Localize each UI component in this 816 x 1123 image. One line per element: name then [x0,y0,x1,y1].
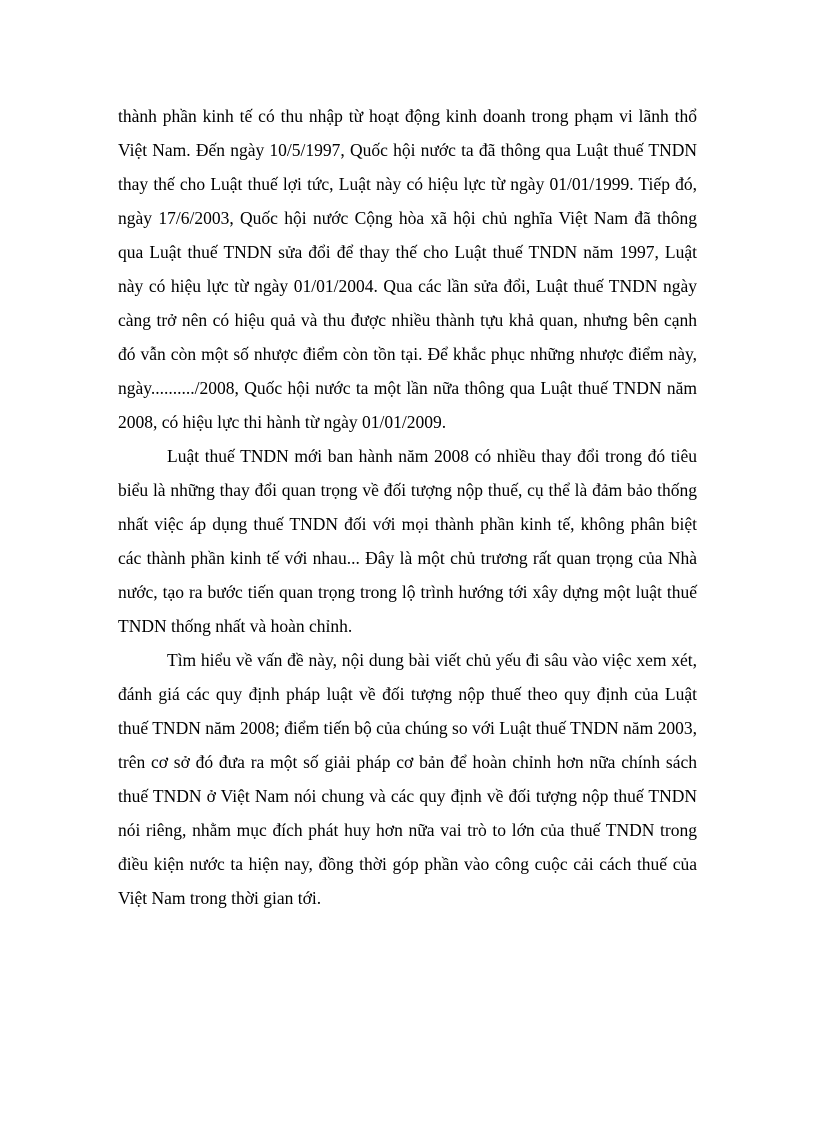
document-page [118,99,697,915]
paragraph-research-scope: Tìm hiểu về vấn đề này, nội dung bài viết chủ yếu đi sâu vào việc xem xét, đánh giá các quy định pháp luật về đối tượng nộp thuế theo quy định của Luật thuế TNDN năm 2008; điểm tiến bộ của chúng so với Luật thuế TNDN năm 2003, trên cơ sở đó đưa ra một số giải pháp cơ bản để hoàn chỉnh hơn nữa chính sách thuế TNDN ở Việt Nam nói chung và các quy định về đối tượng nộp thuế TNDN nói riêng, nhằm mục đích phát huy hơn nữa vai trò to lớn của thuế TNDN trong điều kiện nước ta hiện nay, đồng thời góp phần vào công cuộc cải cách thuế của Việt Nam trong thời gian tới. [118,650,697,908]
paragraph-law-2008-changes: Luật thuế TNDN mới ban hành năm 2008 có nhiều thay đổi trong đó tiêu biểu là những thay đổi quan trọng về đối tượng nộp thuế, cụ thể là đảm bảo thống nhất việc áp dụng thuế TNDN đối với mọi thành phần kinh tế, không phân biệt các thành phần kinh tế với nhau... Đây là một chủ trương rất quan trọng của Nhà nước, tạo ra bước tiến quan trọng trong lộ trình hướng tới xây dựng một luật thuế TNDN thống nhất và hoàn chỉnh. [118,446,697,636]
paragraph-continuation: thành phần kinh tế có thu nhập từ hoạt động kinh doanh trong phạm vi lãnh thổ Việt Nam. Đến ngày 10/5/1997, Quốc hội nước ta đã thông qua Luật thuế TNDN thay thế cho Luật thuế lợi tức, Luật này có hiệu lực từ ngày 01/01/1999. Tiếp đó, ngày 17/6/2003, Quốc hội nước Cộng hòa xã hội chủ nghĩa Việt Nam đã thông qua Luật thuế TNDN sửa đổi để thay thế cho Luật thuế TNDN năm 1997, Luật này có hiệu lực từ ngày 01/01/2004. Qua các lần sửa đổi, Luật thuế TNDN ngày càng trở nên có hiệu quả và thu được nhiều thành tựu khả quan, nhưng bên cạnh đó vẫn còn một số nhược điểm còn tồn tại. Để khắc phục những nhược điểm này, ngày........../2008, Quốc hội nước ta một lần nữa thông qua Luật thuế TNDN năm 2008, có hiệu lực thi hành từ ngày 01/01/2009. [118,106,697,432]
